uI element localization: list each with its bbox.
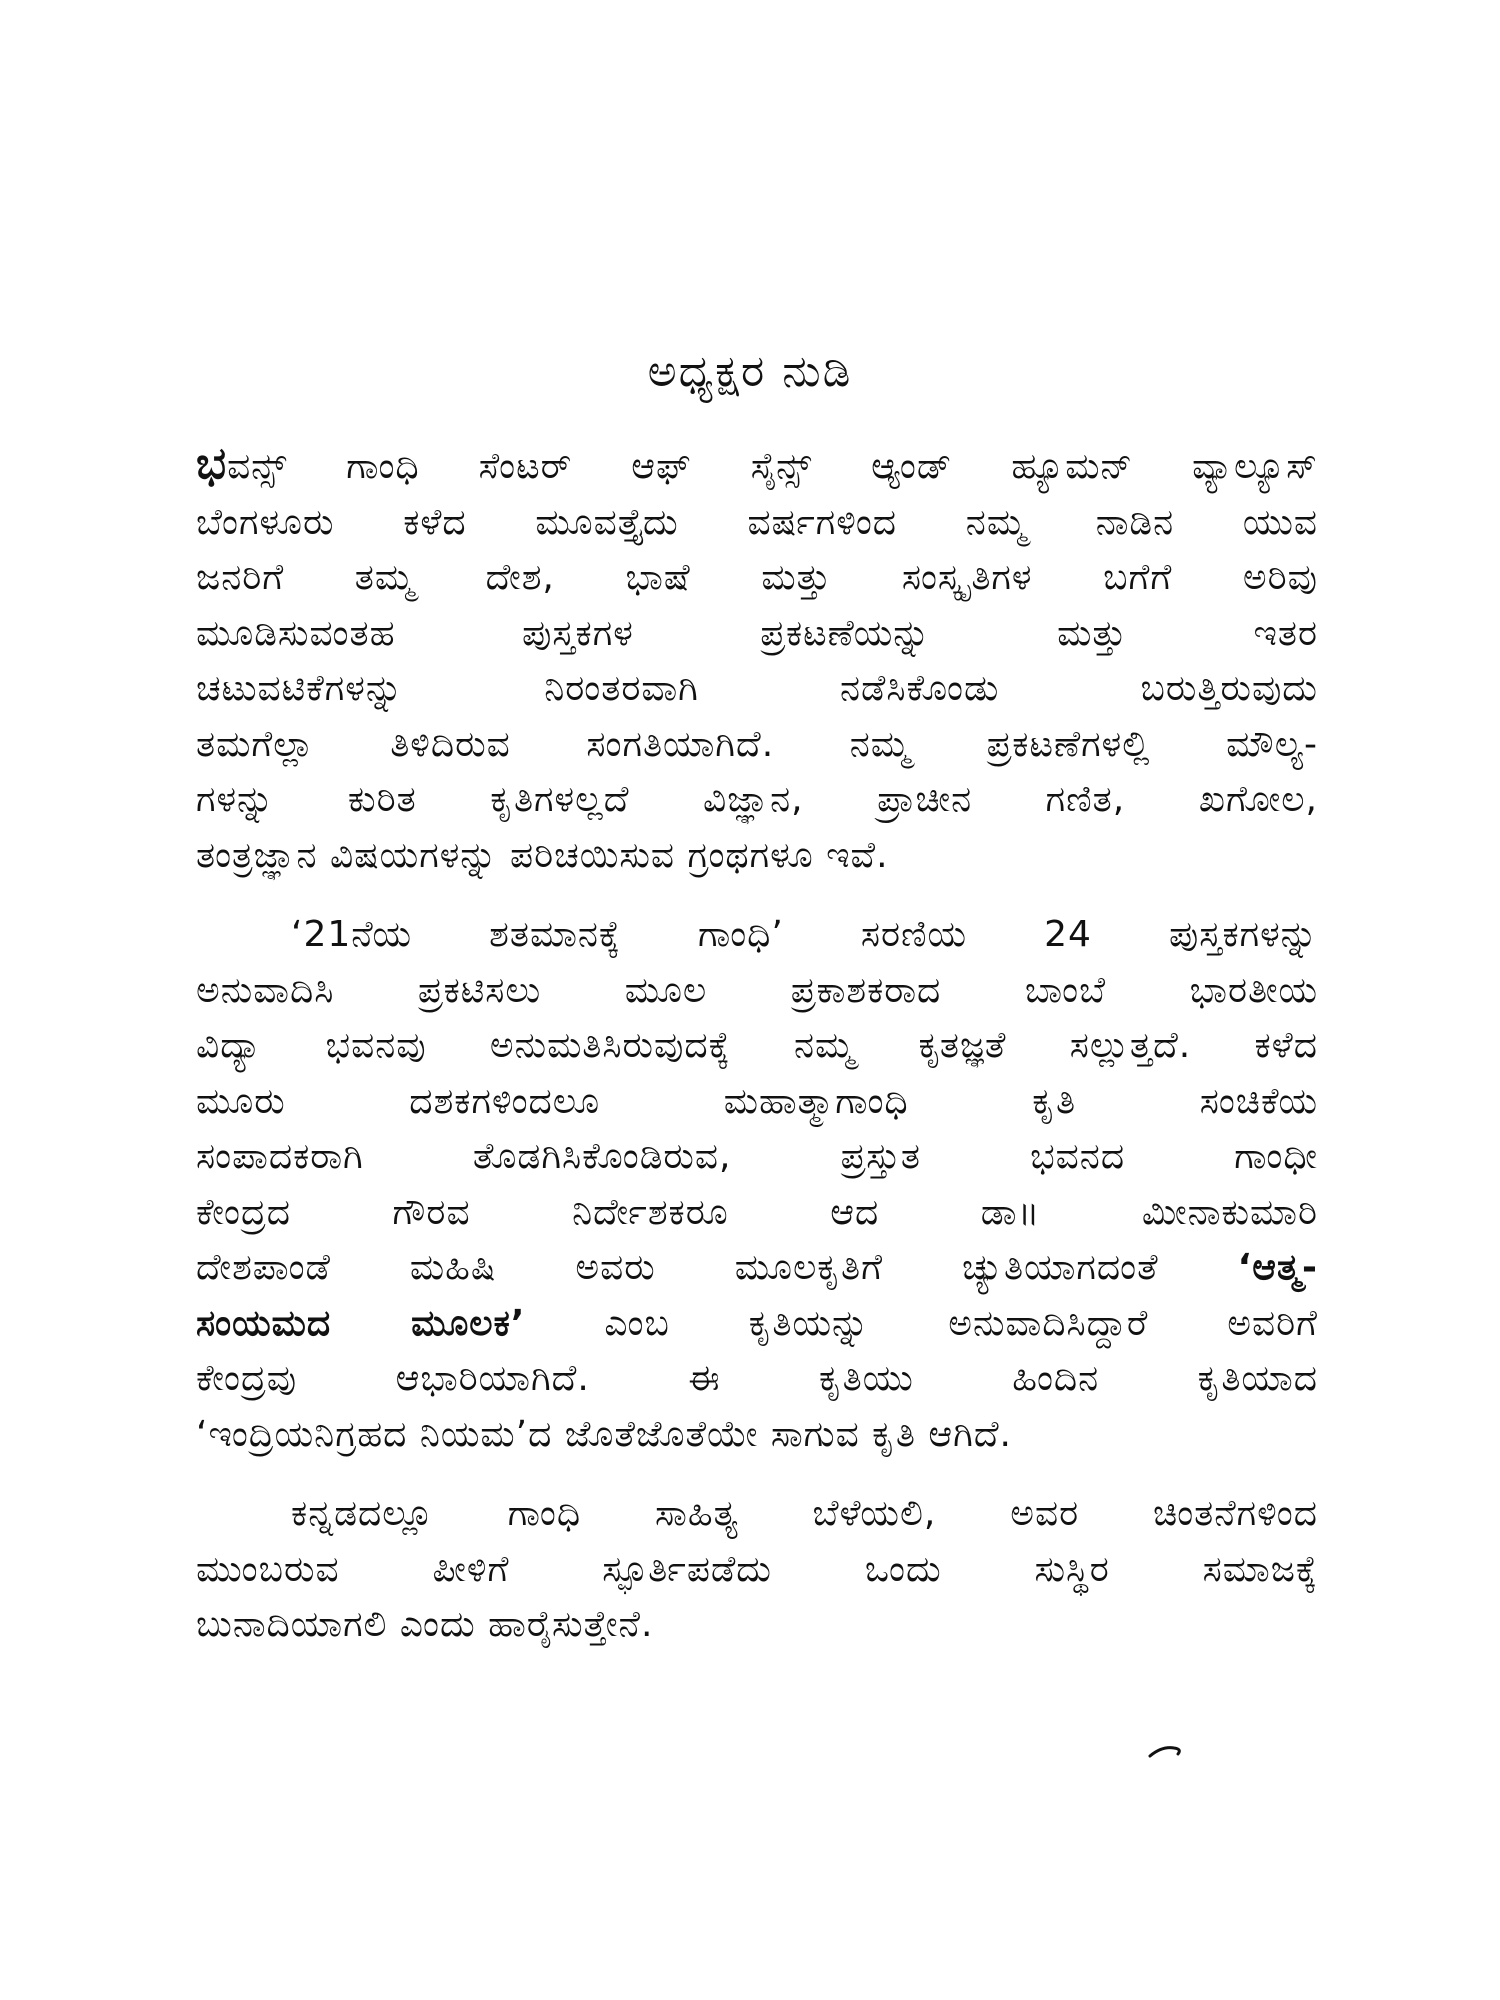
text-line: ಕೇಂದ್ರದ ಗೌರವ ನಿರ್ದೇಶಕರೂ ಆದ ಡಾ॥ ಮೀನಾಕುಮಾರಿ <box>196 1191 1318 1233</box>
text-line: ಮೂರು ದಶಕಗಳಿಂದಲೂ ಮಹಾತ್ಮಾಗಾಂಧಿ ಕೃತಿ ಸಂಚಿಕೆಯ <box>196 1080 1318 1122</box>
paragraph-3 <box>196 1486 1318 1653</box>
text-line: ತಂತ್ರಜ್ಞಾನ ವಿಷಯಗಳನ್ನು ಪರಿಚಯಿಸುವ ಗ್ರಂಥಗಳೂ ಇವೆ. <box>196 834 889 876</box>
signature-mark <box>1148 1742 1208 1762</box>
text-line: ಮುಂಬರುವ ಪೀಳಿಗೆ ಸ್ಫೂರ್ತಿಪಡೆದು ಒಂದು ಸುಸ್ಥಿರ ಸಮಾಜಕ್ಕೆ <box>196 1548 1318 1590</box>
text-line <box>196 1296 1318 1352</box>
book-title-bold: ಸಂಯಮದ ಮೂಲಕ’ <box>196 1302 526 1344</box>
paragraph-gap <box>196 883 1318 907</box>
text-line: ತಮಗೆಲ್ಲಾ ತಿಳಿದಿರುವ ಸಂಗತಿಯಾಗಿದೆ. ನಮ್ಮ ಪ್ರಕಟಣೆಗಳಲ್ಲಿ ಮೌಲ್ಯ- <box>196 723 1318 765</box>
text-run: ದೇಶಪಾಂಡೆ ಮಹಿಷಿ ಅವರು ಮೂಲಕೃತಿಗೆ ಚ್ಯುತಿಯಾಗದಂತೆ <box>196 1247 1159 1288</box>
body-text <box>196 436 1318 1653</box>
paragraph-gap <box>196 1462 1318 1486</box>
text-run: ವನ್ಸ್ ಗಾಂಧಿ ಸೆಂಟರ್ ಆಫ್ ಸೈನ್ಸ್ ಆ್ಯಂಡ್ ಹ್ಯೂಮನ್ ವ್ಯಾಲ್ಯೂಸ್ <box>227 446 1318 487</box>
text-line: ಸಂಪಾದಕರಾಗಿ ತೊಡಗಿಸಿಕೊಂಡಿರುವ, ಪ್ರಸ್ತುತ ಭವನದ ಗಾಂಧೀ <box>196 1136 1318 1177</box>
drop-cap: ಭ <box>196 438 228 489</box>
text-line: ‘ಇಂದ್ರಿಯನಿಗ್ರಹದ ನಿಯಮ’ದ ಜೊತೆಜೊತೆಯೇ ಸಾಗುವ ಕೃತಿ ಆಗಿದೆ. <box>196 1413 1012 1455</box>
text-line <box>196 436 1318 495</box>
text-line: ಚಟುವಟಿಕೆಗಳನ್ನು ನಿರಂತರವಾಗಿ ನಡೆಸಿಕೊಂಡು ಬರುತ್ತಿರುವುದು <box>196 668 1318 709</box>
text-run: ಎಂಬ ಕೃತಿಯನ್ನು ಅನುವಾದಿಸಿದ್ದಾರೆ ಅವರಿಗೆ <box>604 1302 1318 1344</box>
text-line: ಬುನಾದಿಯಾಗಲಿ ಎಂದು ಹಾರೈಸುತ್ತೇನೆ. <box>196 1604 654 1645</box>
text-line: ಜನರಿಗೆ ತಮ್ಮ ದೇಶ, ಭಾಷೆ ಮತ್ತು ಸಂಸ್ಕೃತಿಗಳ ಬಗೆಗೆ ಅರಿವು <box>196 557 1318 598</box>
text-line: ಕನ್ನಡದಲ್ಲೂ ಗಾಂಧಿ ಸಾಹಿತ್ಯ ಬೆಳೆಯಲಿ, ಅವರ ಚಿಂತನೆಗಳಿಂದ <box>291 1493 1318 1534</box>
page-title: ಅಧ್ಯಕ್ಷರ ನುಡಿ <box>647 346 853 397</box>
paragraph-1 <box>196 436 1318 883</box>
text-line: ‘21ನೆಯ ಶತಮಾನಕ್ಕೆ ಗಾಂಧಿ’ ಸರಣಿಯ 24 ಪುಸ್ತಕಗಳನ್ನು <box>291 914 1318 955</box>
text-line: ವಿದ್ಯಾ ಭವನವು ಅನುಮತಿಸಿರುವುದಕ್ಕೆ ನಮ್ಮ ಕೃತಜ್ಞತೆ ಸಲ್ಲುತ್ತದೆ. ಕಳೆದ <box>196 1025 1318 1066</box>
text-line <box>196 1240 1318 1296</box>
paragraph-2 <box>196 907 1318 1462</box>
text-line: ಕೇಂದ್ರವು ಆಭಾರಿಯಾಗಿದೆ. ಈ ಕೃತಿಯು ಹಿಂದಿನ ಕೃತಿಯಾದ <box>196 1358 1318 1399</box>
text-line: ಬೆಂಗಳೂರು ಕಳೆದ ಮೂವತ್ತೈದು ವರ್ಷಗಳಿಂದ ನಮ್ಮ ನಾಡಿನ ಯುವ <box>196 501 1318 543</box>
text-line: ಗಳನ್ನು ಕುರಿತ ಕೃತಿಗಳಲ್ಲದೆ ವಿಜ್ಞಾನ, ಪ್ರಾಚೀನ ಗಣಿತ, ಖಗೋಲ, <box>196 779 1318 820</box>
text-line: ಅನುವಾದಿಸಿ ಪ್ರಕಟಿಸಲು ಮೂಲ ಪ್ರಕಾಶಕರಾದ ಬಾಂಬೆ ಭಾರತೀಯ <box>196 969 1318 1011</box>
text-line: ಮೂಡಿಸುವಂತಹ ಪುಸ್ತಕಗಳ ಪ್ರಕಟಣೆಯನ್ನು ಮತ್ತು ಇತರ <box>196 612 1318 654</box>
book-title-bold: ‘ಆತ್ಮ- <box>1237 1247 1318 1288</box>
